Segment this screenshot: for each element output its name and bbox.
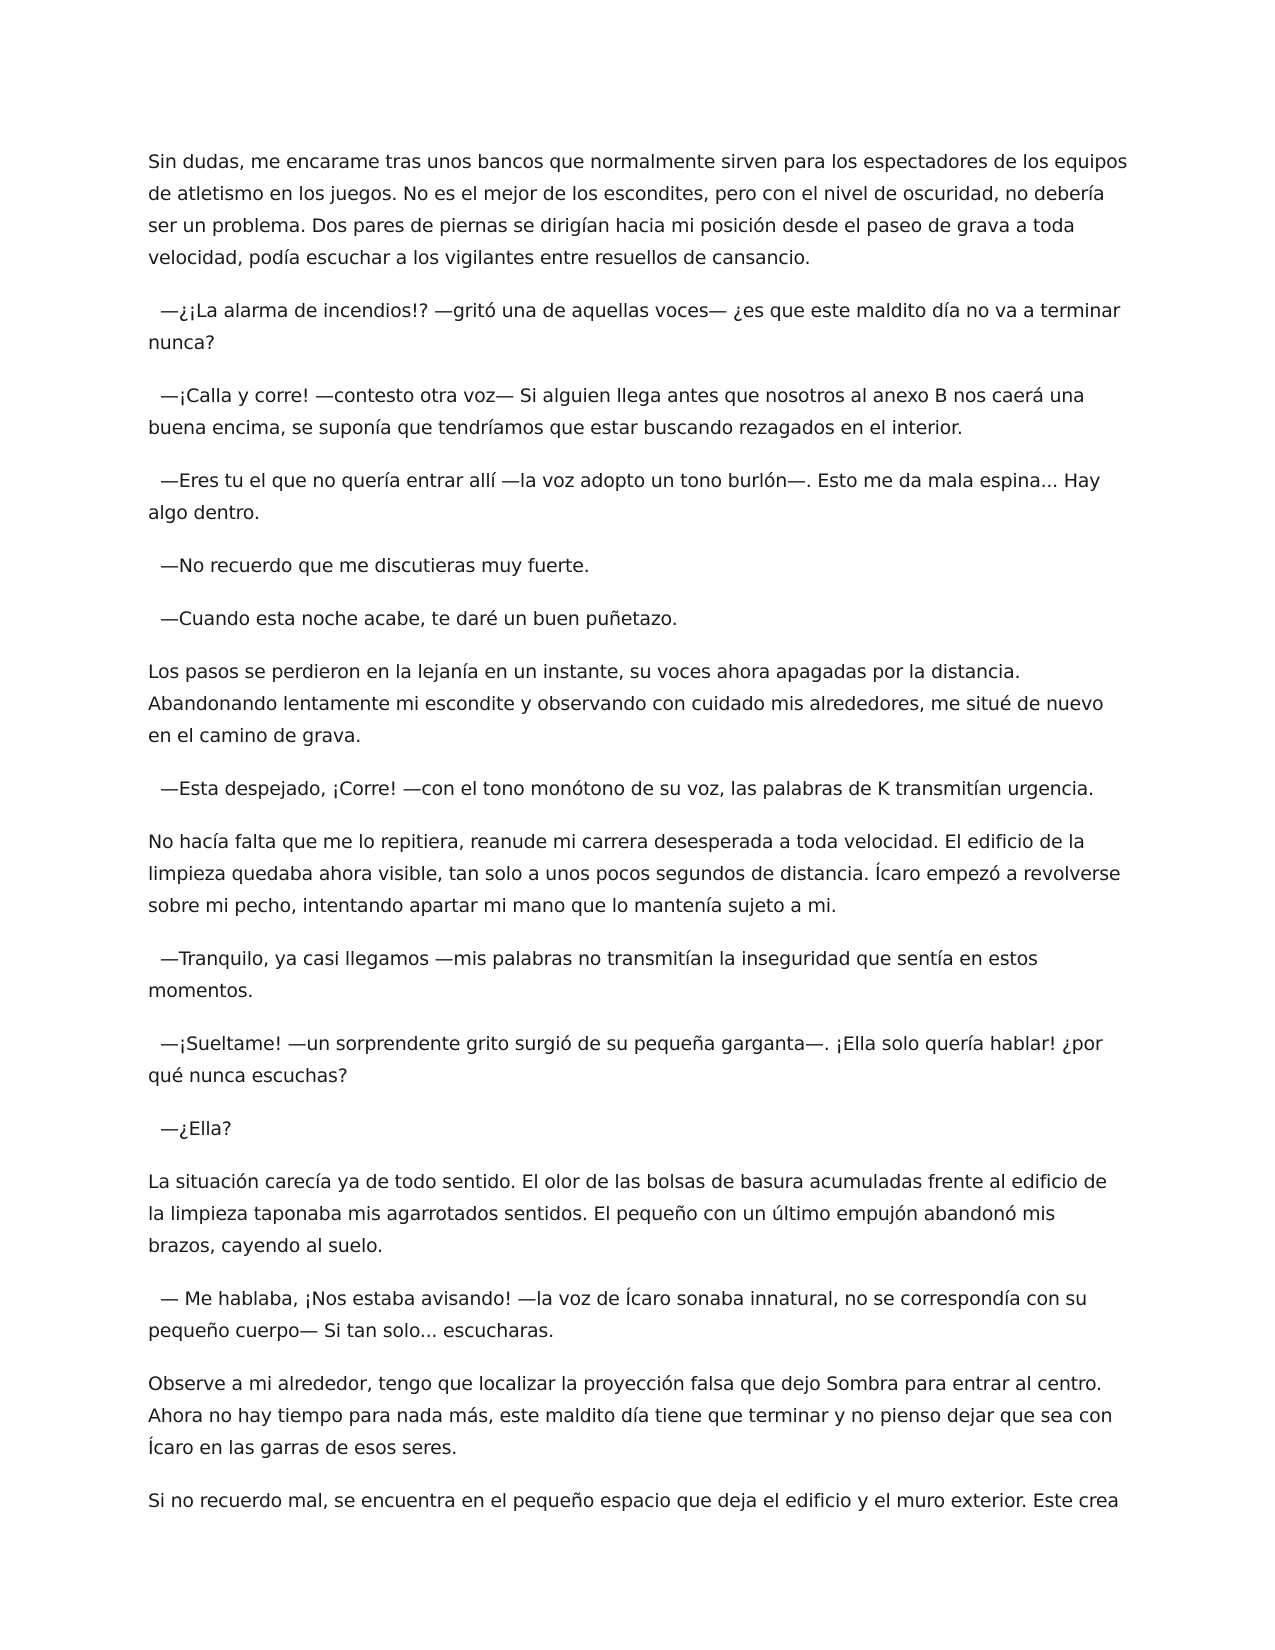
dialogue-paragraph: —¡Calla y corre! —contesto otra voz— Si alguien llega antes que nosotros al anexo B nos caerá una buena encima, se suponía que tendríamos que estar buscando rezagados en el interior. bbox=[148, 385, 1085, 439]
paragraph: La situación carecía ya de todo sentido. El olor de las bolsas de basura acumuladas frente al edificio de la limpieza taponaba mis agarrotados sentidos. El pequeño con un último empujón abandonó mis brazos, cayendo al suelo. bbox=[148, 1171, 1107, 1257]
dialogue-paragraph: —Tranquilo, ya casi llegamos —mis palabras no transmitían la inseguridad que sentía en estos momentos. bbox=[148, 948, 1038, 1002]
dialogue-paragraph: —¿Ella? bbox=[160, 1118, 232, 1140]
dialogue-paragraph: —Esta despejado, ¡Corre! —con el tono monótono de su voz, las palabras de K transmitían urgencia. bbox=[160, 778, 1094, 800]
dialogue-paragraph: — Me hablaba, ¡Nos estaba avisando! —la voz de Ícaro sonaba innatural, no se correspondía con su pequeño cuerpo— Si tan solo... escucharas. bbox=[148, 1288, 1087, 1342]
paragraph: Los pasos se perdieron en la lejanía en un instante, su voces ahora apagadas por la distancia. Abandonando lentamente mi escondite y observando con cuidado mis alrededores, me situé de nuevo en el camino de grava. bbox=[148, 661, 1104, 747]
paragraph: No hacía falta que me lo repitiera, reanude mi carrera desesperada a toda velocidad. El edificio de la limpieza quedaba ahora visible, tan solo a unos pocos segundos de distancia. Ícaro empezó a revolverse sobre mi pecho, intentando apartar mi mano que lo mantenía sujeto a mi. bbox=[148, 831, 1121, 917]
dialogue-paragraph: —No recuerdo que me discutieras muy fuerte. bbox=[160, 555, 590, 577]
paragraph: Si no recuerdo mal, se encuentra en el pequeño espacio que deja el edificio y el muro exterior. Este crea bbox=[148, 1490, 1119, 1512]
dialogue-paragraph: —Eres tu el que no quería entrar allí —la voz adopto un tono burlón—. Esto me da mala espina... Hay algo dentro. bbox=[148, 470, 1101, 524]
paragraph: Observe a mi alrededor, tengo que localizar la proyección falsa que dejo Sombra para entrar al centro. Ahora no hay tiempo para nada más, este maldito día tiene que terminar y no pienso dejar que sea con Ícaro en las garras de esos seres. bbox=[148, 1373, 1113, 1459]
dialogue-paragraph: —¿¡La alarma de incendios!? —gritó una de aquellas voces— ¿es que este maldito día no va a terminar nunca? bbox=[148, 300, 1121, 354]
paragraph: Sin dudas, me encarame tras unos bancos que normalmente sirven para los espectadores de los equipos de atletismo en los juegos. No es el mejor de los escondites, pero con el nivel de oscuridad, no debería ser un problema. Dos pares de piernas se dirigían hacia mi posición desde el paseo de grava a toda velocidad, podía escuchar a los vigilantes entre resuellos de cansancio. bbox=[148, 151, 1128, 269]
dialogue-paragraph: —Cuando esta noche acabe, te daré un buen puñetazo. bbox=[160, 608, 678, 630]
document-page bbox=[148, 146, 1128, 1538]
dialogue-paragraph: —¡Sueltame! —un sorprendente grito surgió de su pequeña garganta—. ¡Ella solo quería hablar! ¿por qué nunca escuchas? bbox=[148, 1033, 1103, 1087]
